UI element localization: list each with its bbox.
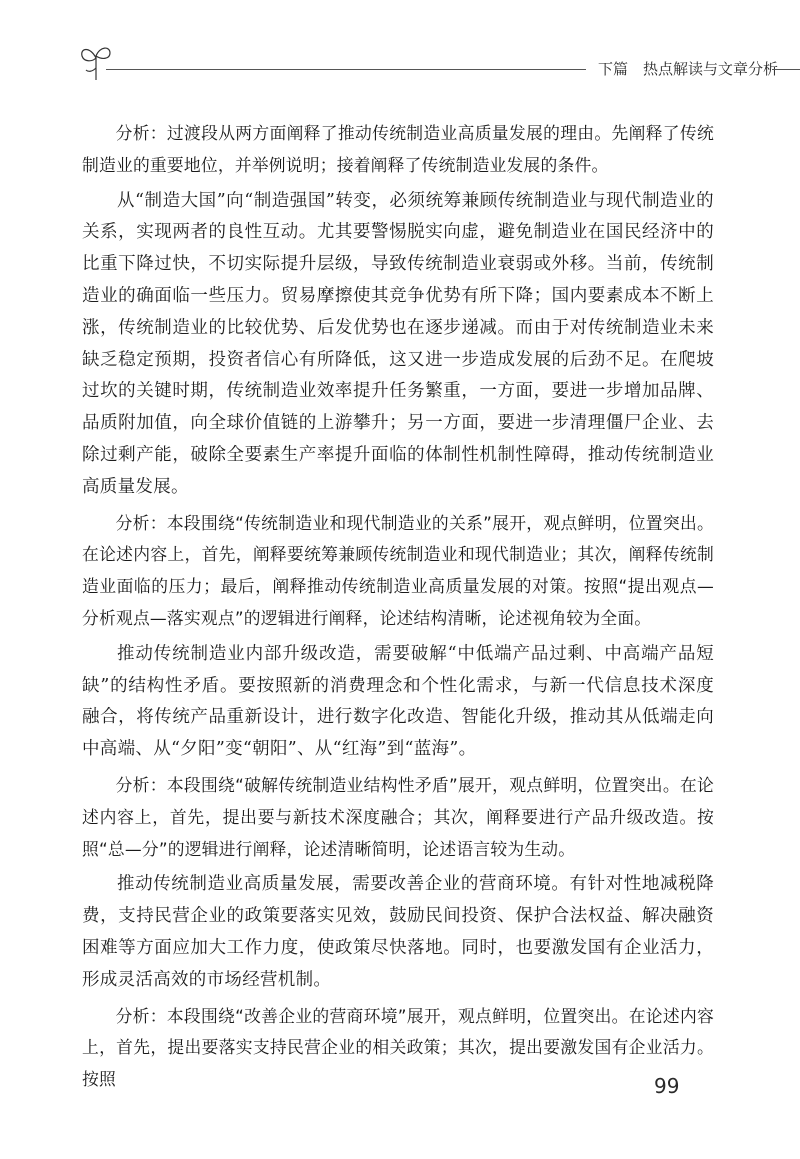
body-paragraph: 从“制造大国”向“制造强国”转变，必须统筹兼顾传统制造业与现代制造业的关系，实现两者的良性互动。尤其要警惕脱实向虚，避免制造业在国民经济中的比重下降过快，不切实际提升层级，导致传统制造业衰弱或外移。当前，传统制造业的确面临一些压力。贸易摩擦使其竞争优势有所下降；国内要素成本不断上涨，传统制造业的比较优势、后发优势也在逐步递减。而由于对传统制造业未来缺乏稳定预期，投资者信心有所降低，这又进一步造成发展的后劲不足。在爬坡过坎的关键时期，传统制造业效率提升任务繁重，一方面，要进一步增加品牌、品质附加值，向全球价值链的上游攀升；另一方面，要进一步清理僵尸企业、去除过剩产能，破除全要素生产率提升面临的体制性机制性障碍，推动传统制造业高质量发展。: [82, 190, 714, 497]
running-head-title: 下篇 热点解读与文章分析: [598, 60, 779, 78]
body-paragraph: 推动传统制造业内部升级改造，需要破解“中低端产品过剩、中高端产品短缺”的结构性矛盾。要按照新的消费理念和个性化需求，与新一代信息技术深度融合，将传统产品重新设计，进行数字化改造、智能化升级，推动其从低端走向中高端、从“夕阳”变“朝阳”、从“红海”到“蓝海”。: [82, 643, 714, 760]
header-rule-right: [772, 69, 800, 70]
page-number: 99: [654, 1074, 680, 1098]
analysis-paragraph: 分析：本段围绕“破解传统制造业结构性矛盾”展开，观点鲜明，位置突出。在论述内容上，首先，提出要与新技术深度融合；其次，阐释要进行产品升级改造。按照“总—分”的逻辑进行阐释，论述清晰简明，论述语言较为生动。: [82, 774, 714, 859]
sprout-icon: [78, 42, 114, 82]
page-header: [78, 42, 800, 102]
analysis-paragraph: 分析：本段围绕“改善企业的营商环境”展开，观点鲜明，位置突出。在论述内容上，首先，提出要落实支持民营企业的相关政策；其次，提出要激发国有企业活力。按照: [82, 1005, 714, 1090]
analysis-paragraph: 分析：过渡段从两方面阐释了推动传统制造业高质量发展的理由。先阐释了传统制造业的重要地位，并举例说明；接着阐释了传统制造业发展的条件。: [82, 123, 714, 175]
analysis-paragraph: 分析：本段围绕“传统制造业和现代制造业的关系”展开，观点鲜明，位置突出。在论述内容上，首先，阐释要统筹兼顾传统制造业和现代制造业；其次，阐释传统制造业面临的压力；最后，阐释推动传统制造业高质量发展的对策。按照“提出观点—分析观点—落实观点”的逻辑进行阐释，论述结构清晰，论述视角较为全面。: [82, 512, 714, 628]
header-rule-left: [106, 69, 586, 70]
page-body: [82, 118, 714, 1100]
body-paragraph: 推动传统制造业高质量发展，需要改善企业的营商环境。有针对性地减税降费，支持民营企业的政策要落实见效，鼓励民间投资、保护合法权益、解决融资困难等方面应加大工作力度，使政策尽快落地。同时，也要激发国有企业活力，形成灵活高效的市场经营机制。: [82, 874, 714, 990]
